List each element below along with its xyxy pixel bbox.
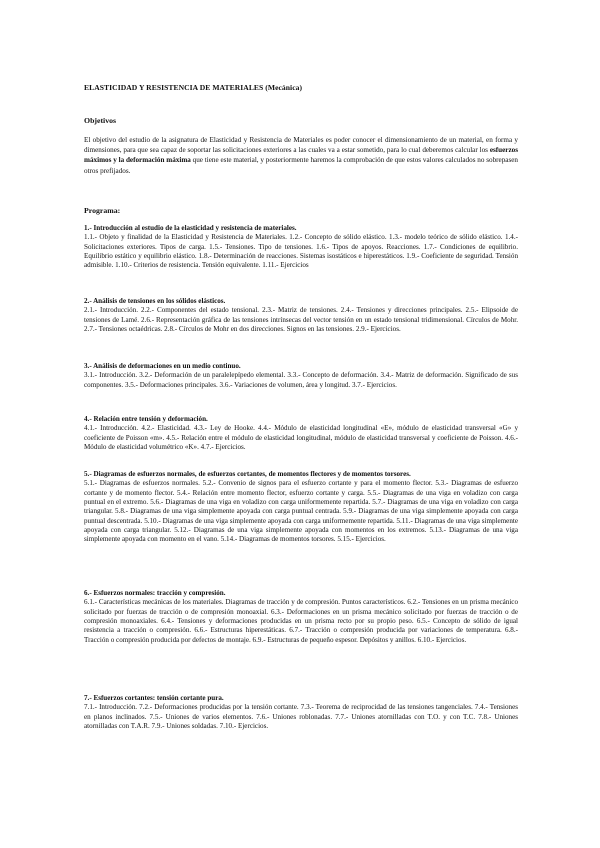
section-heading: 2.- Análisis de tensiones en los sólidos elásticos. bbox=[84, 297, 226, 305]
section-7 bbox=[84, 694, 518, 731]
section-heading: 1.- Introducción al estudio de la elasticidad y resistencia de materiales. bbox=[84, 224, 297, 232]
objetivos-heading: Objetivos bbox=[84, 116, 117, 125]
section-heading: 4.- Relación entre tensión y deformación. bbox=[84, 415, 208, 423]
section-2 bbox=[84, 297, 518, 334]
section-5 bbox=[84, 470, 518, 545]
intro-text-1: El objetivo del estudio de la asignatura de Elasticidad y Resistencia de Materiales es poder conocer el dimensionamiento de un material, en forma y dimensiones, para que sea capaz de soportar las solicitaciones exteriores a las cuales va a estar sometido, para lo cual deberemos calcular los bbox=[84, 136, 518, 155]
section-body: 1.1.- Objeto y finalidad de la Elasticidad y Resistencia de Materiales. 1.2.- Concepto de sólido elástico. 1.3.- modelo teórico de sólido elástico. 1.4.- Solicitaciones exteriores. Tipos de carga. 1.5.- Tensiones. Tipo de tensiones. 1.6.- Tipos de apoyos. Reacciones. 1.7.- Condiciones de equilibrio. Equilibrio estático y equilibrio elástico. 1.8.- Determinación de reacciones. Sistemas isostáticos e hiperestáticos. 1.9.- Coeficiente de seguridad. Tensión admisible. 1.10.- Criterios de resistencia. Tensión equivalente. 1.11.- Ejercicios bbox=[84, 233, 518, 270]
section-body: 4.1.- Introducción. 4.2.- Elasticidad. 4.3.- Ley de Hooke. 4.4.- Módulo de elasticidad longitudinal «E», módulo de elasticidad transversal «G» y coeficiente de Poisson «m». 4.5.- Relación entre el módulo de elasticidad longitudinal, módulo de elasticidad transversal y coeficiente de Poisson. 4.6.- Módulo de elasticidad volumétrico «K». 4.7.- Ejercicios. bbox=[84, 424, 518, 452]
section-body: 7.1.- Introducción. 7.2.- Deformaciones producidas por la tensión cortante. 7.3.- Teorema de reciprocidad de las tensiones tangenciales. 7.4.- Tensiones en planos inclinados. 7.5.- Uniones de varios elementos. 7.6.- Uniones roblonadas. 7.7.- Uniones atornilladas con T.O. y con T.C. 7.8.- Uniones atornilladas con T.A.R. 7.9.- Uniones soldadas. 7.10.- Ejercicios. bbox=[84, 703, 518, 731]
section-heading: 6.- Esfuerzos normales: tracción y compresión. bbox=[84, 589, 226, 597]
section-4 bbox=[84, 415, 518, 452]
section-1 bbox=[84, 224, 518, 271]
section-body: 6.1.- Características mecánicas de los materiales. Diagramas de tracción y de compresión. Puntos característicos. 6.2.- Tensiones en un prisma mecánico solicitado por fuerzas de tracción o de compresión monoaxial. 6.3.- Deformaciones en un prisma mecánico solicitado por fuerzas de tracción o de compresión monoaxiales. 6.4.- Tensiones y deformaciones producidas en un prisma recto por su propio peso. 6.5.- Concepto de sólido de igual resistencia a tracción o compresión. 6.6.- Estructuras hiperestáticas. 6.7.- Tracción o compresión producida por variaciones de temperatura. 6.8.- Tracción o compresión producida por defectos de montaje. 6.9.- Estructuras de pequeño espesor. Depósitos y anillos. 6.10.- Ejercicios. bbox=[84, 598, 518, 644]
section-6 bbox=[84, 589, 518, 645]
intro-text-2: que tiene este material, y posteriormente haremos la comprobación de que estos valores calculados no sobrepasen otros prefijados. bbox=[84, 156, 518, 175]
document-title: ELASTICIDAD Y RESISTENCIA DE MATERIALES (Mecánica) bbox=[84, 83, 303, 92]
section-heading: 3.- Análisis de deformaciones en un medio continuo. bbox=[84, 362, 241, 370]
section-3 bbox=[84, 362, 518, 390]
section-heading: 5.- Diagramas de esfuerzos normales, de esfuerzos cortantes, de momentos flectores y de momentos torsores. bbox=[84, 470, 411, 478]
intro-bold-text: esfuerzos máximos y la deformación máxima bbox=[84, 146, 518, 165]
objetivos-paragraph bbox=[84, 135, 518, 176]
programa-heading: Programa: bbox=[84, 206, 121, 215]
section-body: 3.1.- Introducción. 3.2.- Deformación de un paralelepípedo elemental. 3.3.- Concepto de deformación. 3.4.- Matriz de deformación. Significado de sus componentes. 3.5.- Deformaciones principales. 3.6.- Variaciones de volumen, área y longitud. 3.7.- Ejercicios. bbox=[84, 371, 518, 389]
section-heading: 7.- Esfuerzos cortantes: tensión cortante pura. bbox=[84, 694, 224, 702]
section-body: 2.1.- Introducción. 2.2.- Componentes del estado tensional. 2.3.- Matriz de tensiones. 2.4.- Tensiones y direcciones principales. 2.5.- Elipsoide de tensiones de Lamé. 2.6.- Representación gráfica de las tensiones intrínsecas del vector tensión en un estado tensional tridimensional. Círculos de Mohr. 2.7.- Tensiones octaédricas. 2.8.- Círculos de Mohr en dos direcciones. Signos en las tensiones. 2.9.- Ejercicios. bbox=[84, 306, 518, 334]
section-body: 5.1.- Diagramas de esfuerzos normales. 5.2.- Convenio de signos para el esfuerzo cortante y para el momento flector. 5.3.- Diagramas de esfuerzo cortante y de momento flector. 5.4.- Relación entre momento flector, esfuerzo cortante y carga. 5.5.- Diagramas de una viga en voladizo con carga puntual en el extremo. 5.6.- Diagramas de una viga en voladizo con carga uniformemente repartida. 5.7.- Diagramas de una viga en voladizo con carga triangular. 5.8.- Diagramas de una viga simplemente apoyada con carga puntual centrada. 5.9.- Diagramas de una viga simplemente apoyada con carga puntual descentrada. 5.10.- Diagramas de una viga simplemente apoyada con carga uniformemente repartida. 5.11.- Diagramas de una viga simplemente apoyada con carga triangular. 5.12.- Diagramas de una viga simplemente apoyada con momentos en los extremos. 5.13.- Diagramas de una viga simplemente apoyada con momento en el vano. 5.14.- Diagramas de momentos torsores. 5.15.- Ejercicios. bbox=[84, 479, 518, 544]
